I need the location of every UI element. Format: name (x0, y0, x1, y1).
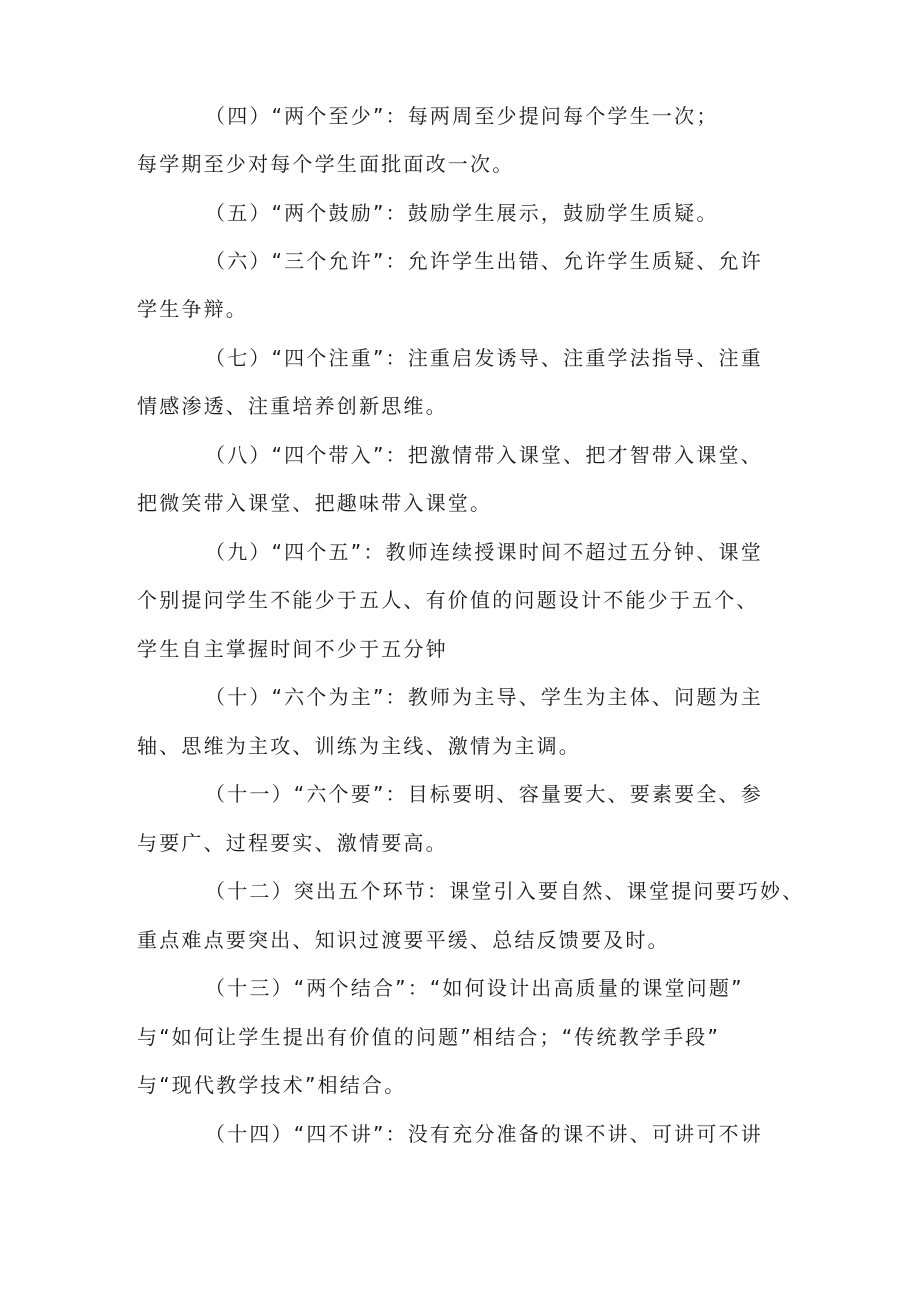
paragraph-5-line-1: （五）“两个鼓励”：鼓励学生展示，鼓励学生质疑。 (205, 201, 719, 225)
paragraph-9-line-1: （九）“四个五”：教师连续授课时间不超过五分钟、课堂 (205, 540, 763, 564)
paragraph-4-line-2: 每学期至少对每个学生面批面改一次。 (137, 152, 515, 176)
paragraph-7-line-2: 情感渗透、注重培养创新思维。 (137, 394, 448, 418)
paragraph-12-line-1: （十二）突出五个环节：课堂引入要自然、课堂提问要巧妙、 (205, 879, 805, 903)
paragraph-10-line-2: 轴、思维为主攻、训练为主线、激情为主调。 (137, 734, 581, 758)
paragraph-13-line-3: 与“现代教学技术”相结合。 (137, 1073, 407, 1097)
paragraph-12-line-2: 重点难点要突出、知识过渡要平缓、总结反馈要及时。 (137, 928, 670, 952)
paragraph-8-line-2: 把微笑带入课堂、把趣味带入课堂。 (137, 491, 493, 515)
paragraph-13-line-2: 与“如何让学生提出有价值的问题”相结合；“传统教学手段” (137, 1025, 721, 1049)
paragraph-9-line-2: 个别提问学生不能少于五人、有价值的问题设计不能少于五个、 (137, 588, 759, 612)
paragraph-4-line-1: （四）“两个至少”：每两周至少提问每个学生一次； (205, 104, 719, 128)
paragraph-11-line-1: （十一）“六个要”：目标要明、容量要大、要素要全、参 (205, 782, 763, 806)
paragraph-11-line-2: 与要广、过程要实、激情要高。 (137, 831, 448, 855)
paragraph-8-line-1: （八）“四个带入”：把激情带入课堂、把才智带入课堂、 (205, 443, 763, 467)
paragraph-10-line-1: （十）“六个为主”：教师为主导、学生为主体、问题为主 (205, 685, 763, 709)
paragraph-14-line-1: （十四）“四不讲”：没有充分准备的课不讲、可讲可不讲 (205, 1122, 763, 1146)
paragraph-9-line-3: 学生自主掌握时间不少于五分钟 (137, 637, 448, 661)
paragraph-13-line-1: （十三）“两个结合”：“如何设计出高质量的课堂问题” (205, 976, 744, 1000)
paragraph-7-line-1: （七）“四个注重”：注重启发诱导、注重学法指导、注重 (205, 346, 763, 370)
paragraph-6-line-1: （六）“三个允许”：允许学生出错、允许学生质疑、允许 (205, 249, 763, 273)
paragraph-6-line-2: 学生争辩。 (137, 297, 248, 321)
